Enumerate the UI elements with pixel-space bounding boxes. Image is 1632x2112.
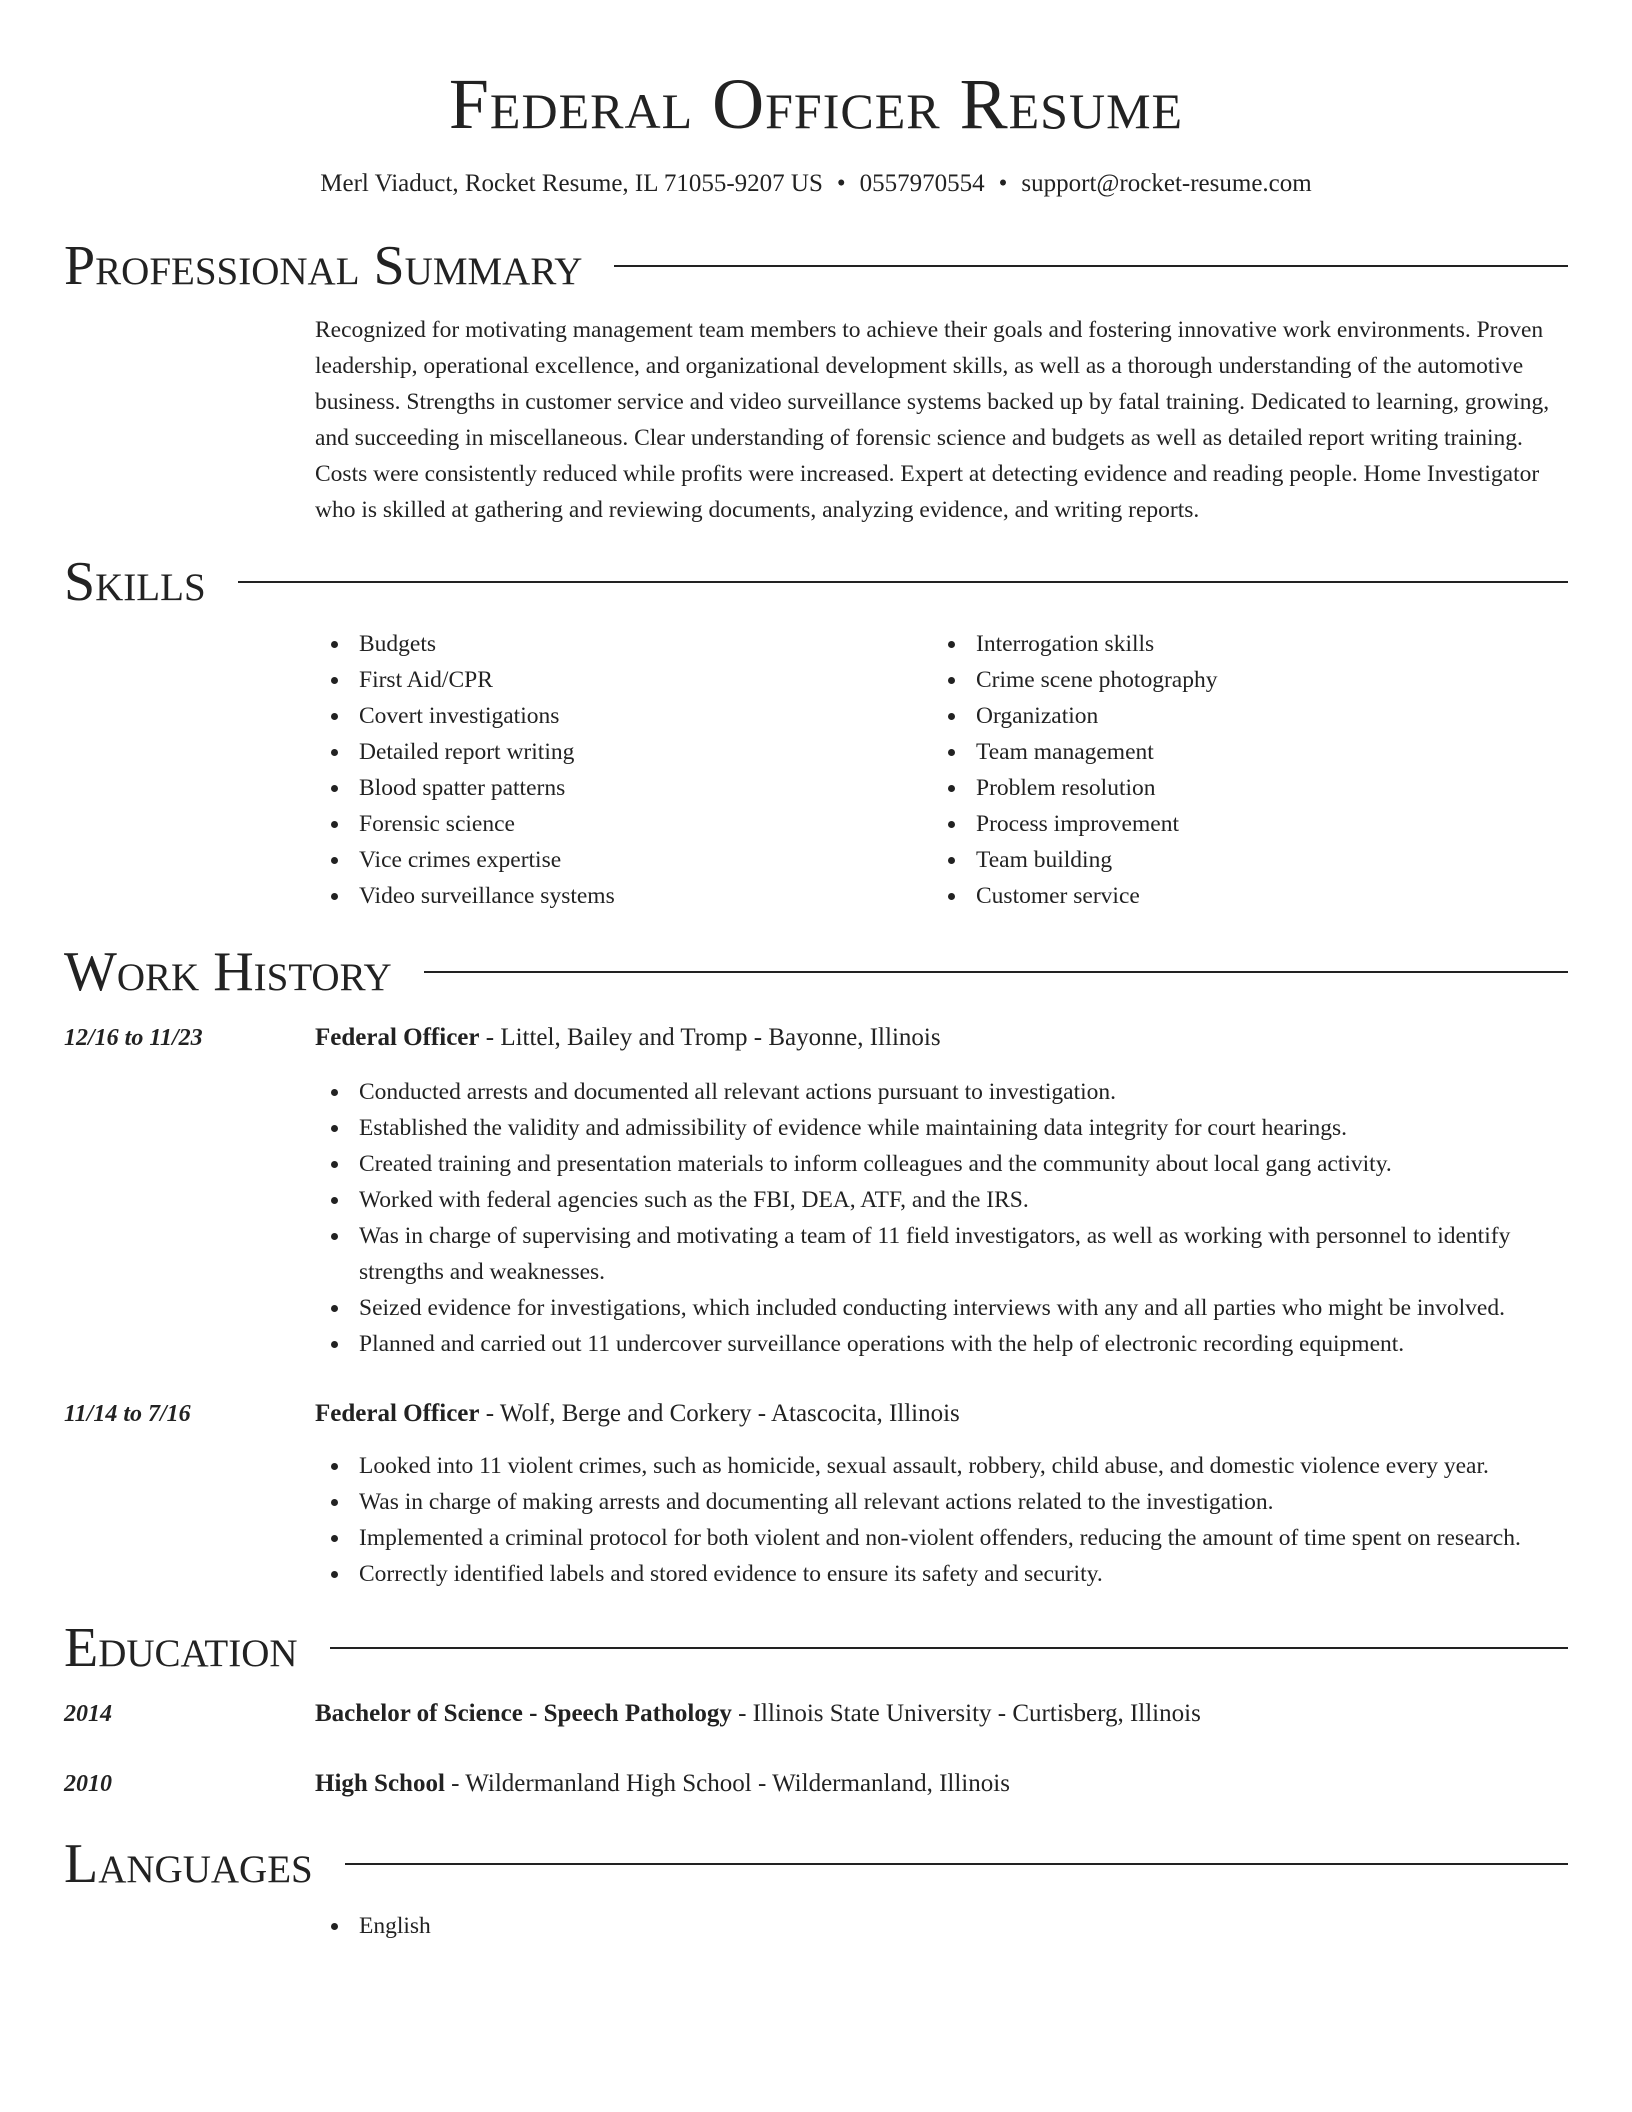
job-dates: 12/16 to 11/23: [64, 1025, 203, 1051]
languages-section: [315, 1908, 1568, 1944]
education-details: - Wildermanland High School - Wildermanland, Illinois: [444, 1770, 1010, 1797]
section-divider: [345, 1863, 1568, 1865]
education-heading: Education: [64, 1617, 298, 1679]
section-divider: [330, 1647, 1568, 1649]
job-duties-list: [315, 1074, 1568, 1362]
education-entry: [64, 1696, 1568, 1732]
education-body: [315, 1696, 1568, 1732]
job-entry: [64, 1396, 1568, 1592]
skill-item: Budgets: [315, 626, 932, 662]
job-entry: [64, 1020, 1568, 1362]
skill-item: Process improvement: [932, 806, 1549, 842]
education-details: - Illinois State University - Curtisberg, Illinois: [731, 1700, 1201, 1727]
resume-title: Federal Officer Resume: [448, 64, 1184, 144]
job-title: Federal Officer: [315, 1024, 480, 1051]
skill-item: Crime scene photography: [932, 662, 1549, 698]
education-header: [315, 1696, 1568, 1732]
job-duty: Planned and carried out 11 undercover surveillance operations with the help of electronic recording equipment.: [315, 1326, 1568, 1362]
resume-page: [64, 0, 1568, 1944]
job-duties-list: [315, 1448, 1568, 1592]
job-duty: Worked with federal agencies such as the FBI, DEA, ATF, and the IRS.: [315, 1182, 1568, 1218]
job-details: - Littel, Bailey and Tromp - Bayonne, Illinois: [479, 1024, 941, 1051]
job-title: Federal Officer: [315, 1400, 480, 1427]
skill-item: Team management: [932, 734, 1549, 770]
job-duty: Looked into 11 violent crimes, such as homicide, sexual assault, robbery, child abuse, and domestic violence every year.: [315, 1448, 1568, 1484]
skill-item: Customer service: [932, 878, 1549, 914]
work-heading: Work History: [64, 941, 392, 1003]
education-year: 2014: [64, 1701, 112, 1727]
job-dates: 11/14 to 7/16: [64, 1401, 191, 1427]
job-duty: Was in charge of supervising and motivating a team of 11 field investigators, as well as working with personnel to identify strengths and weaknesses.: [315, 1218, 1568, 1290]
skill-item: Covert investigations: [315, 698, 932, 734]
education-entry: [64, 1766, 1568, 1802]
skill-item: Forensic science: [315, 806, 932, 842]
education-degree: Bachelor of Science - Speech Pathology: [315, 1700, 732, 1727]
education-degree: High School: [315, 1770, 445, 1797]
summary-text: Recognized for motivating management team members to achieve their goals and fostering innovative work environments. Proven leadership, operational excellence, and organizational development skills, as well as a thorough understanding of the automotive business. Strengths in customer service and video surveillance systems backed up by fatal training. Dedicated to learning, growing, and succeeding in miscellaneous. Clear understanding of forensic science and budgets as well as detailed report writing training. Costs were consistently reduced while profits were increased. Expert at detecting evidence and reading people. Home Investigator who is skilled at gathering and reviewing documents, analyzing evidence, and writing reports.: [315, 317, 1550, 523]
summary-section-heading: [64, 234, 1568, 298]
skill-item: Detailed report writing: [315, 734, 932, 770]
languages-list: [315, 1908, 1568, 1944]
education-header: [315, 1766, 1568, 1802]
skills-heading: Skills: [64, 551, 206, 613]
contact-address: Merl Viaduct, Rocket Resume, IL 71055-9207 US: [320, 170, 823, 197]
skills-grid: [315, 626, 1568, 914]
education-body: [315, 1766, 1568, 1802]
skills-right-list: [932, 626, 1549, 914]
job-duty: Established the validity and admissibility of evidence while maintaining data integrity for court hearings.: [315, 1110, 1568, 1146]
summary-heading: Professional Summary: [64, 235, 583, 297]
education-section-heading: [64, 1616, 1568, 1680]
skill-item: First Aid/CPR: [315, 662, 932, 698]
skill-item: Organization: [932, 698, 1549, 734]
skill-item: Interrogation skills: [932, 626, 1549, 662]
contact-phone: 0557970554: [859, 170, 985, 197]
skill-item: Problem resolution: [932, 770, 1549, 806]
contact-separator: •: [998, 170, 1008, 197]
section-divider: [238, 581, 1568, 583]
job-header: [315, 1396, 1568, 1432]
skill-item: Vice crimes expertise: [315, 842, 932, 878]
section-divider: [424, 971, 1568, 973]
job-body: [315, 1396, 1568, 1592]
work-section-heading: [64, 940, 1568, 1004]
job-body: [315, 1020, 1568, 1362]
skills-left-list: [315, 626, 932, 914]
languages-section-heading: [64, 1832, 1568, 1896]
languages-heading: Languages: [64, 1833, 313, 1895]
skills-section-heading: [64, 550, 1568, 614]
language-item: English: [315, 1908, 1568, 1944]
job-duty: Created training and presentation materials to inform colleagues and the community about local gang activity.: [315, 1146, 1568, 1182]
education-year: 2010: [64, 1771, 112, 1797]
job-duty: Correctly identified labels and stored evidence to ensure its safety and security.: [315, 1556, 1568, 1592]
job-duty: Conducted arrests and documented all relevant actions pursuant to investigation.: [315, 1074, 1568, 1110]
job-duty: Implemented a criminal protocol for both violent and non-violent offenders, reducing the amount of time spent on research.: [315, 1520, 1568, 1556]
summary-section: [315, 312, 1568, 528]
contact-line: [64, 168, 1568, 200]
contact-email[interactable]: support@rocket-resume.com: [1021, 170, 1312, 197]
job-duty: Was in charge of making arrests and documenting all relevant actions related to the investigation.: [315, 1484, 1568, 1520]
job-details: - Wolf, Berge and Corkery - Atascocita, Illinois: [479, 1400, 960, 1427]
skill-item: Team building: [932, 842, 1549, 878]
skill-item: Blood spatter patterns: [315, 770, 932, 806]
skill-item: Video surveillance systems: [315, 878, 932, 914]
section-divider: [614, 265, 1568, 267]
contact-separator: •: [836, 170, 846, 197]
job-header: [315, 1020, 1568, 1056]
job-duty: Seized evidence for investigations, which included conducting interviews with any and all parties who might be involved.: [315, 1290, 1568, 1326]
